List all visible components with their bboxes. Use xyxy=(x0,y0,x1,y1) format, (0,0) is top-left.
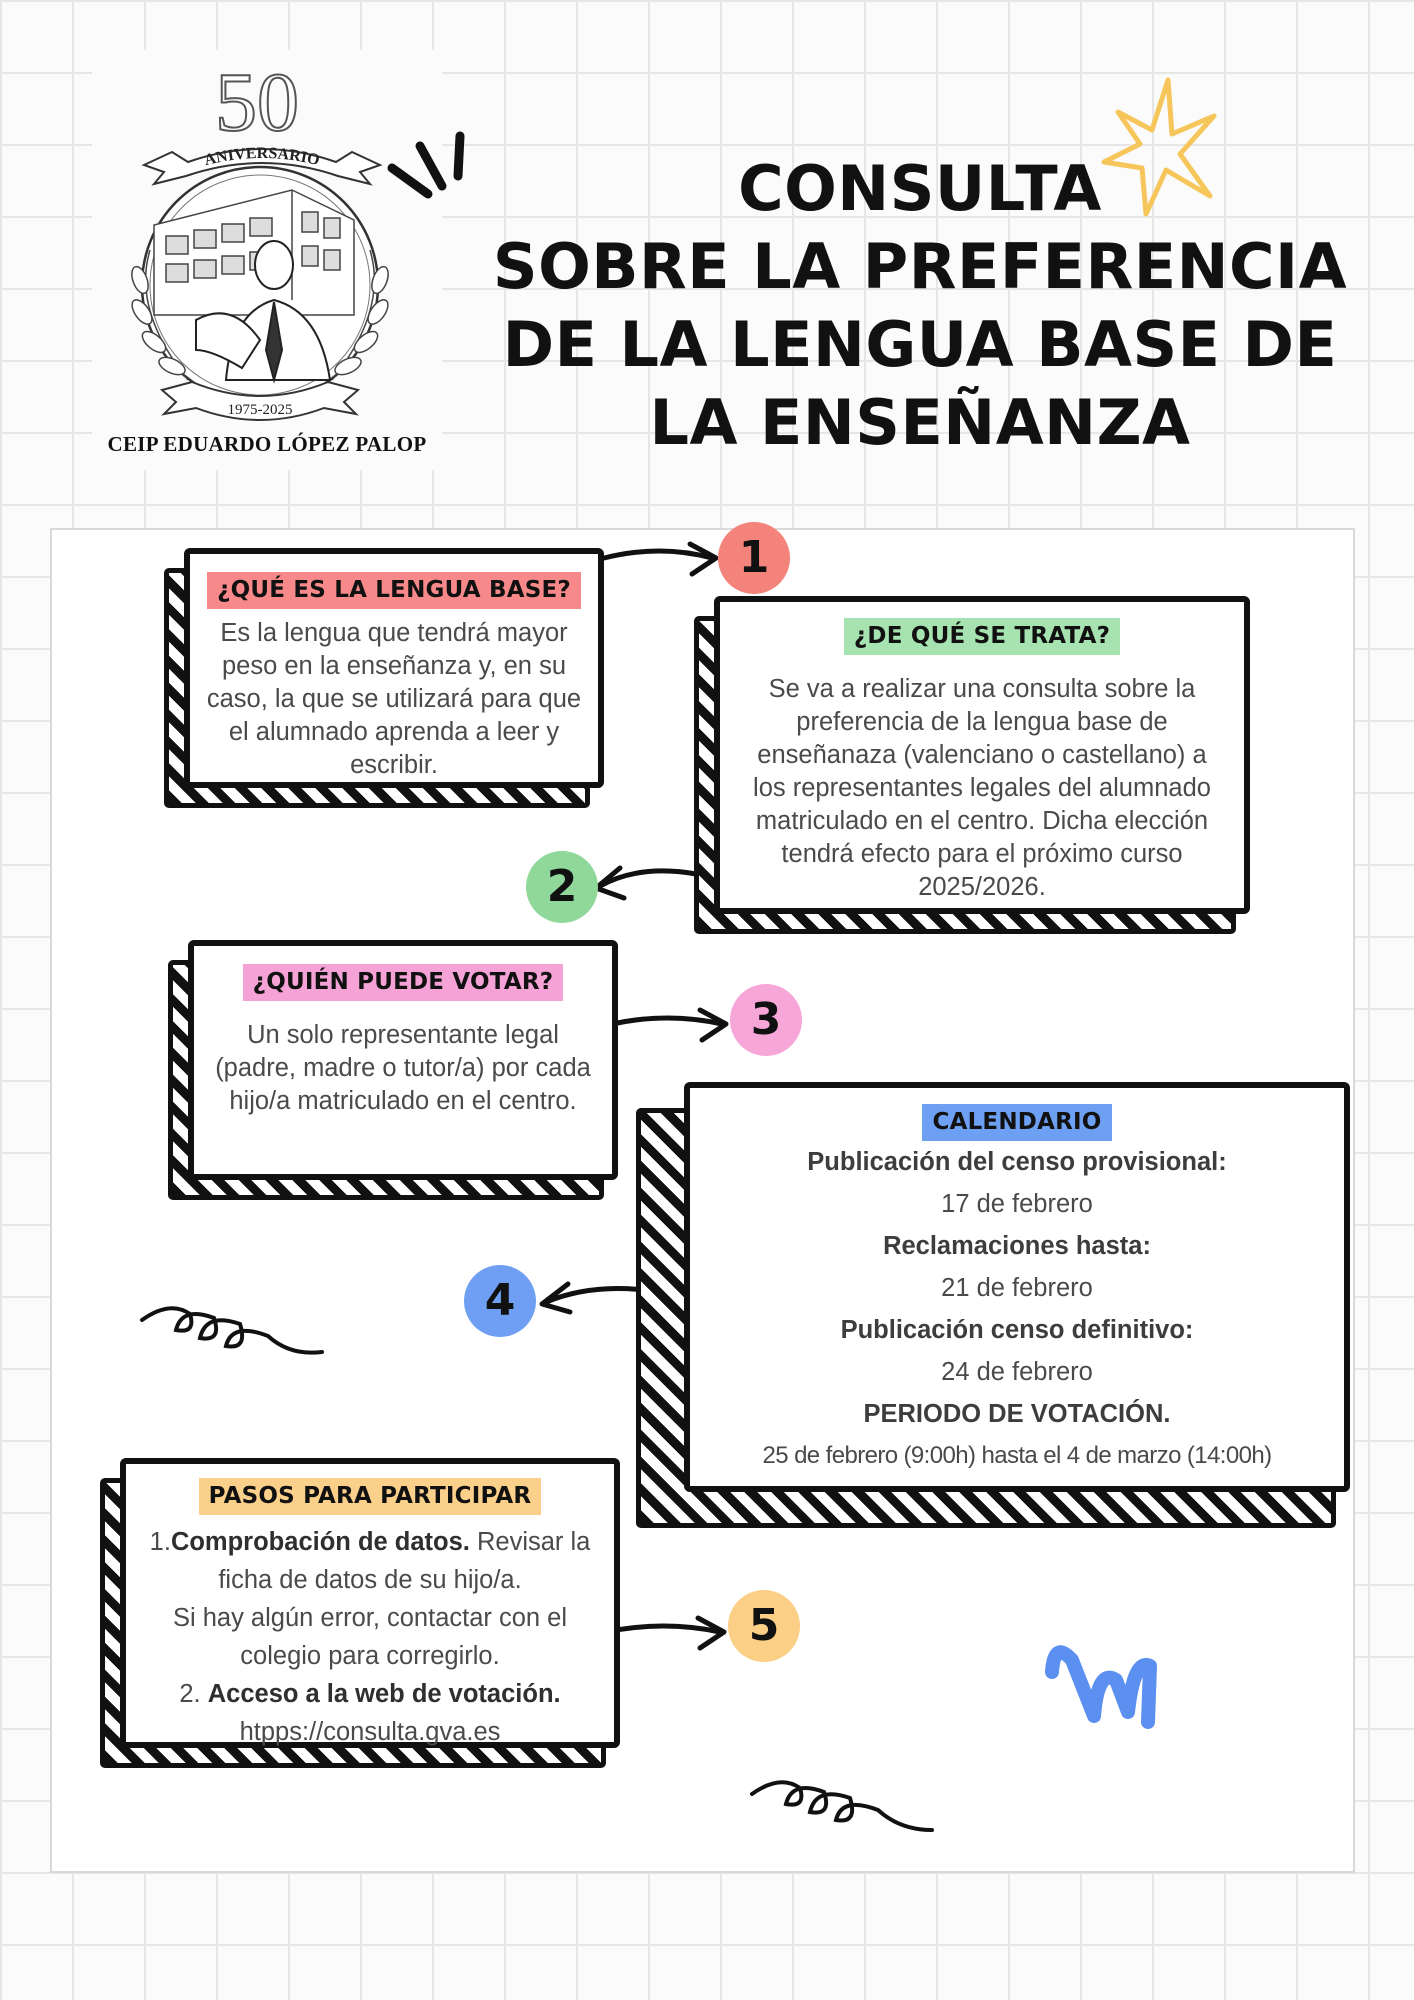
calendar-label: PERIODO DE VOTACIÓN. xyxy=(863,1400,1171,1428)
title-line-2: SOBRE LA PREFERENCIA xyxy=(492,230,1348,303)
step-number-4: 4 xyxy=(464,1265,536,1337)
step-number-3: 3 xyxy=(730,984,802,1056)
anniversary-label: ANIVERSARIO xyxy=(202,144,322,170)
arrow-to-1 xyxy=(604,551,712,558)
card-heading: PASOS PARA PARTICIPAR xyxy=(199,1478,542,1515)
arrowhead-5 xyxy=(698,1618,724,1648)
steps-list xyxy=(126,1523,614,1751)
card-what-is-base-language xyxy=(184,548,604,788)
arrowhead-1 xyxy=(690,544,716,574)
card-heading: ¿DE QUÉ SE TRATA? xyxy=(844,618,1120,655)
blue-scribble-icon xyxy=(1052,1652,1150,1722)
step-number-1: 1 xyxy=(718,522,790,594)
arrow-to-3 xyxy=(612,1018,722,1024)
card-steps-to-participate xyxy=(120,1458,620,1748)
card-text: Es la lengua que tendrá mayor peso en la enseñanza y, en su caso, la que se utilizará para que el alumnado aprenda a leer y escribir. xyxy=(206,619,582,779)
card-heading: ¿QUIÉN PUEDE VOTAR? xyxy=(243,964,564,1001)
calendar-value: 24 de febrero xyxy=(941,1358,1093,1386)
calendar-value: 25 de febrero (9:00h) hasta el 4 de marzo (14:00h) xyxy=(762,1442,1272,1469)
calendar-label: Reclamaciones hasta: xyxy=(883,1232,1151,1260)
calendar-value: 17 de febrero xyxy=(941,1190,1093,1218)
calendar-label: Publicación censo definitivo: xyxy=(840,1316,1194,1344)
calendar-label: Publicación del censo provisional: xyxy=(807,1148,1227,1176)
calendar-value: 21 de febrero xyxy=(941,1274,1093,1302)
school-name: CEIP EDUARDO LÓPEZ PALOP xyxy=(107,432,427,456)
anniversary-number: 50 xyxy=(215,56,299,149)
card-heading: ¿QUÉ ES LA LENGUA BASE? xyxy=(207,572,581,609)
card-what-is-it-about xyxy=(714,596,1250,914)
loops-doodle-1 xyxy=(142,1308,322,1352)
loops-doodle-2 xyxy=(752,1782,932,1830)
card-heading: CALENDARIO xyxy=(922,1104,1111,1141)
title-line-4: LA ENSEÑANZA xyxy=(649,386,1191,459)
step-item-1-extra: Si hay algún error, contactar con el colegio para corregirlo. xyxy=(172,1604,568,1670)
step-number-5: 5 xyxy=(728,1590,800,1662)
card-calendar xyxy=(684,1082,1350,1492)
anniversary-years: 1975-2025 xyxy=(227,402,293,418)
card-text: Se va a realizar una consulta sobre la preferencia de la lengua base de enseñanaza (valenciano o castellano) a los representantes legales del alumnado matriculado en el centro. Dicha elección tendrá efecto para el próximo curso 2025/2026. xyxy=(753,675,1211,901)
voting-url[interactable]: htpps://consulta.gva.es xyxy=(239,1718,501,1746)
step-item-2: 2. Acceso a la web de votación. xyxy=(179,1680,561,1708)
arrow-to-5 xyxy=(606,1626,720,1632)
title-line-3: DE LA LENGUA BASE DE xyxy=(502,308,1338,381)
card-who-can-vote xyxy=(188,940,618,1180)
step-number-2: 2 xyxy=(526,851,598,923)
calendar-list xyxy=(690,1141,1344,1477)
card-text: Un solo representante legal (padre, madre o tutor/a) por cada hijo/a matriculado en el centro. xyxy=(215,1021,591,1115)
title-line-1: CONSULTA xyxy=(738,152,1102,225)
arrowhead-3 xyxy=(700,1010,726,1040)
step-item-1: 1.Comprobación de datos. Revisar la ficha de datos de su hijo/a. xyxy=(149,1528,591,1594)
